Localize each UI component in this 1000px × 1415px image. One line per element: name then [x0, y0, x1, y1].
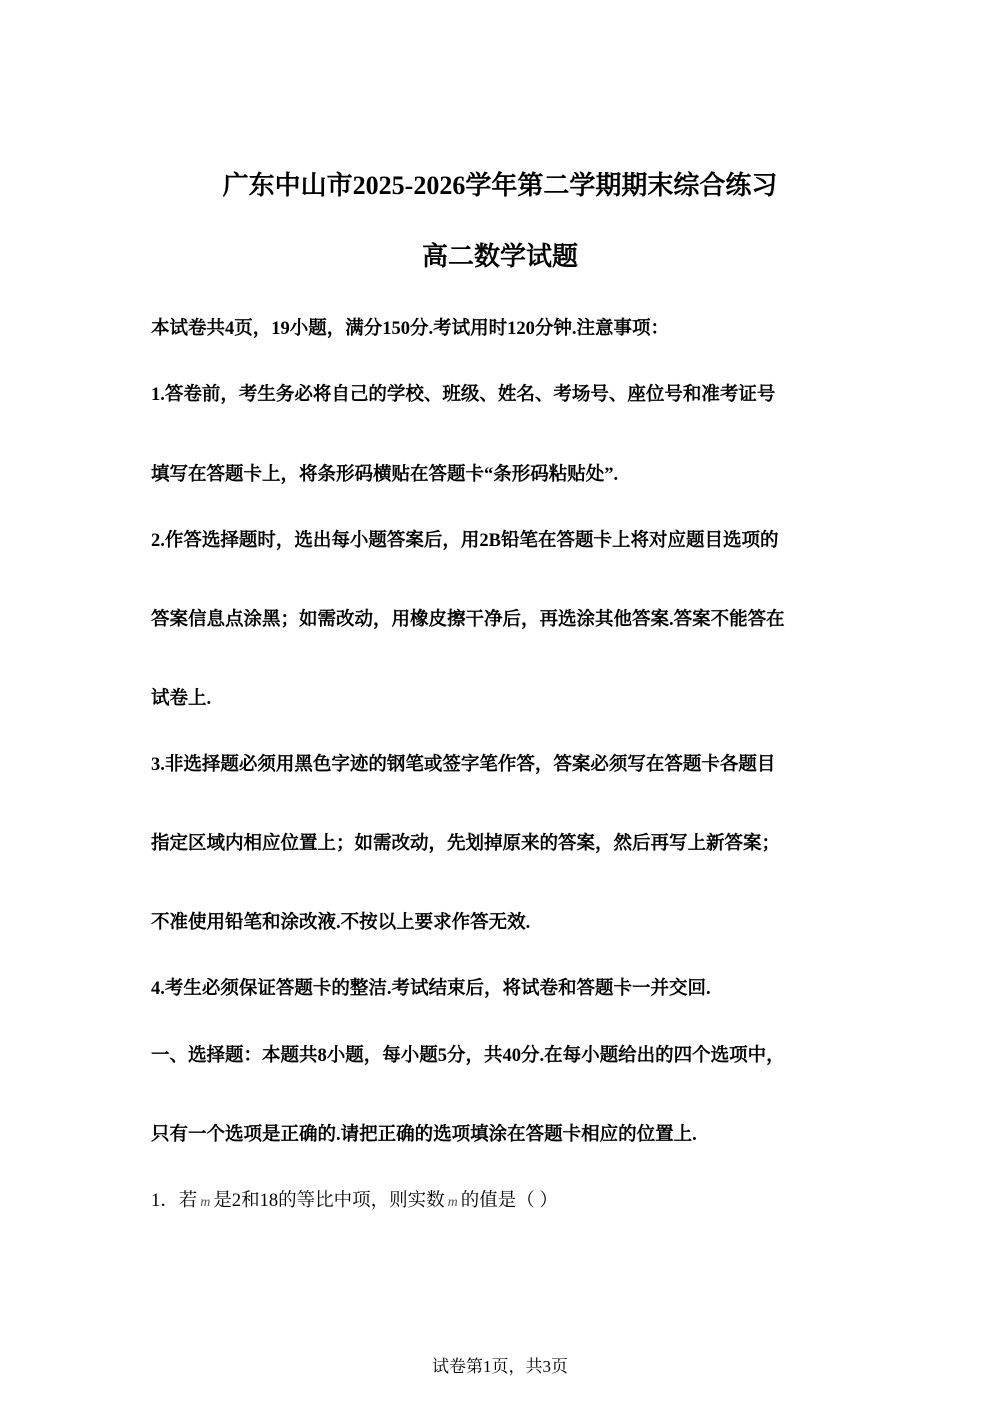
- section-heading: 一、选择题：本题共8小题，每小题5分，共40分.在每小题给出的四个选项中，: [151, 1046, 785, 1066]
- note-line: 1.答卷前，考生务必将自己的学校、班级、姓名、考场号、座位号和准考证号: [151, 385, 776, 405]
- note-line: 指定区域内相应位置上；如需改动，先划掉原来的答案，然后再写上新答案；: [151, 834, 781, 854]
- intro-text: 本试卷共4页，19小题，满分150分.考试用时120分钟.注意事项：: [151, 319, 670, 339]
- question-text: 是2和18的等比中项，则实数: [213, 1191, 445, 1211]
- note-line: 试卷上.: [151, 689, 212, 709]
- question-text: 的值是（ ）: [460, 1191, 558, 1211]
- note-line: 填写在答题卡上，将条形码横贴在答题卡“条形码粘贴处”.: [151, 465, 619, 485]
- question-1: [151, 1189, 558, 1215]
- math-variable: m: [447, 1195, 458, 1210]
- page-footer: 试卷第1页，共3页: [432, 1357, 568, 1376]
- note-line: 4.考生必须保证答题卡的整洁.考试结束后，将试卷和答题卡一并交回.: [151, 979, 711, 999]
- note-line: 2.作答选择题时，选出每小题答案后，用2B铅笔在答题卡上将对应题目选项的: [151, 531, 779, 551]
- section-heading: 只有一个选项是正确的.请把正确的选项填涂在答题卡相应的位置上.: [151, 1125, 697, 1145]
- question-text: 1．若: [151, 1191, 198, 1211]
- math-variable: m: [200, 1195, 211, 1210]
- exam-subtitle: 高二数学试题: [421, 242, 578, 271]
- exam-title: 广东中山市2025-2026学年第二学期期末综合练习: [222, 171, 778, 200]
- note-line: 答案信息点涂黑；如需改动，用橡皮擦干净后，再选涂其他答案.答案不能答在: [151, 610, 785, 630]
- note-line: 不准使用铅笔和涂改液.不按以上要求作答无效.: [151, 913, 531, 933]
- note-line: 3.非选择题必须用黑色字迹的钢笔或签字笔作答，答案必须写在答题卡各题目: [151, 755, 776, 775]
